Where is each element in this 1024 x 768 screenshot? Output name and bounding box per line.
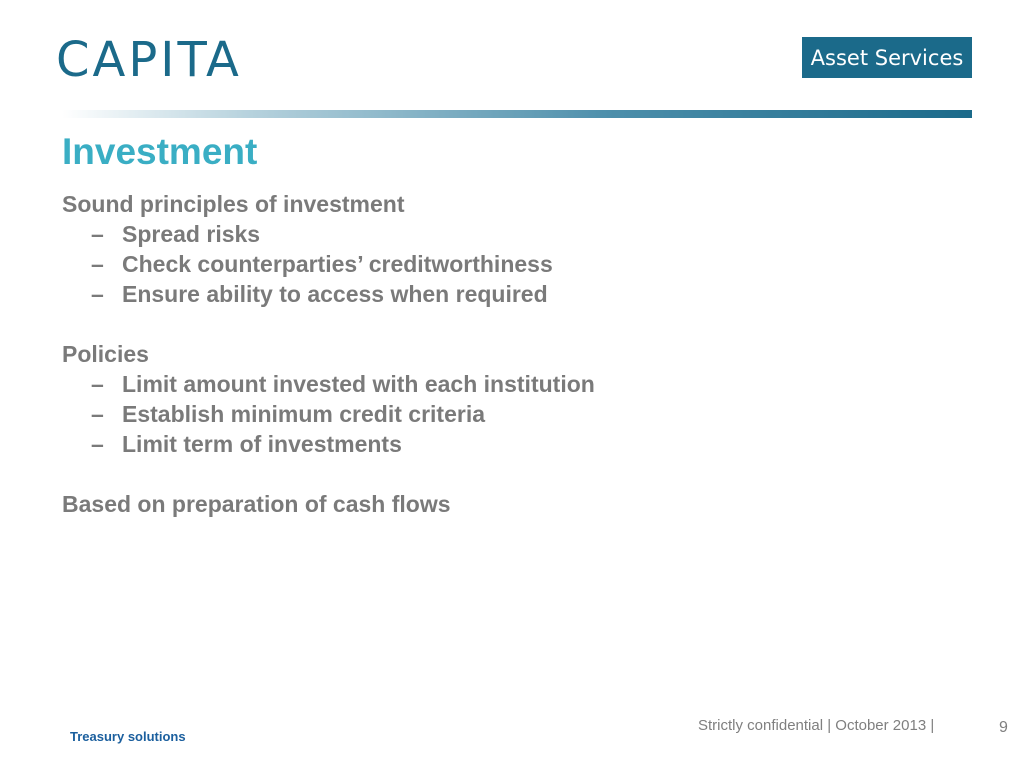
bullet-item — [62, 429, 962, 459]
section-heading-policies: Policies — [62, 341, 149, 367]
footer-treasury-solutions: Treasury solutions — [70, 729, 186, 744]
capita-logo: CAPITA — [56, 32, 242, 88]
spacer — [62, 459, 962, 489]
bullet-text: Limit term of investments — [122, 431, 402, 457]
slide-title: Investment — [62, 131, 258, 172]
bullet-item — [62, 249, 962, 279]
dash-bullet: – — [91, 401, 104, 427]
bullet-item — [62, 279, 962, 309]
dash-bullet: – — [91, 221, 104, 247]
header-divider — [62, 110, 972, 118]
bullet-text: Ensure ability to access when required — [122, 281, 548, 307]
asset-services-badge: Asset Services — [802, 37, 972, 78]
dash-bullet: – — [91, 281, 104, 307]
bullet-text: Establish minimum credit criteria — [122, 401, 486, 427]
spacer — [62, 309, 962, 339]
bullet-text: Check counterparties’ creditworthiness — [122, 251, 553, 277]
section-heading-cash-flows: Based on preparation of cash flows — [62, 491, 451, 517]
bullet-item — [62, 369, 962, 399]
page-number: 9 — [999, 719, 1008, 736]
bullet-text: Spread risks — [122, 221, 261, 247]
bullet-text: Limit amount invested with each institution — [122, 371, 595, 397]
slide-content — [62, 189, 962, 519]
footer-confidential-date: Strictly confidential | October 2013 | — [698, 717, 935, 734]
section-heading-principles: Sound principles of investment — [62, 191, 405, 217]
dash-bullet: – — [91, 371, 104, 397]
dash-bullet: – — [91, 431, 104, 457]
dash-bullet: – — [91, 251, 104, 277]
bullet-item — [62, 399, 962, 429]
bullet-item — [62, 219, 962, 249]
